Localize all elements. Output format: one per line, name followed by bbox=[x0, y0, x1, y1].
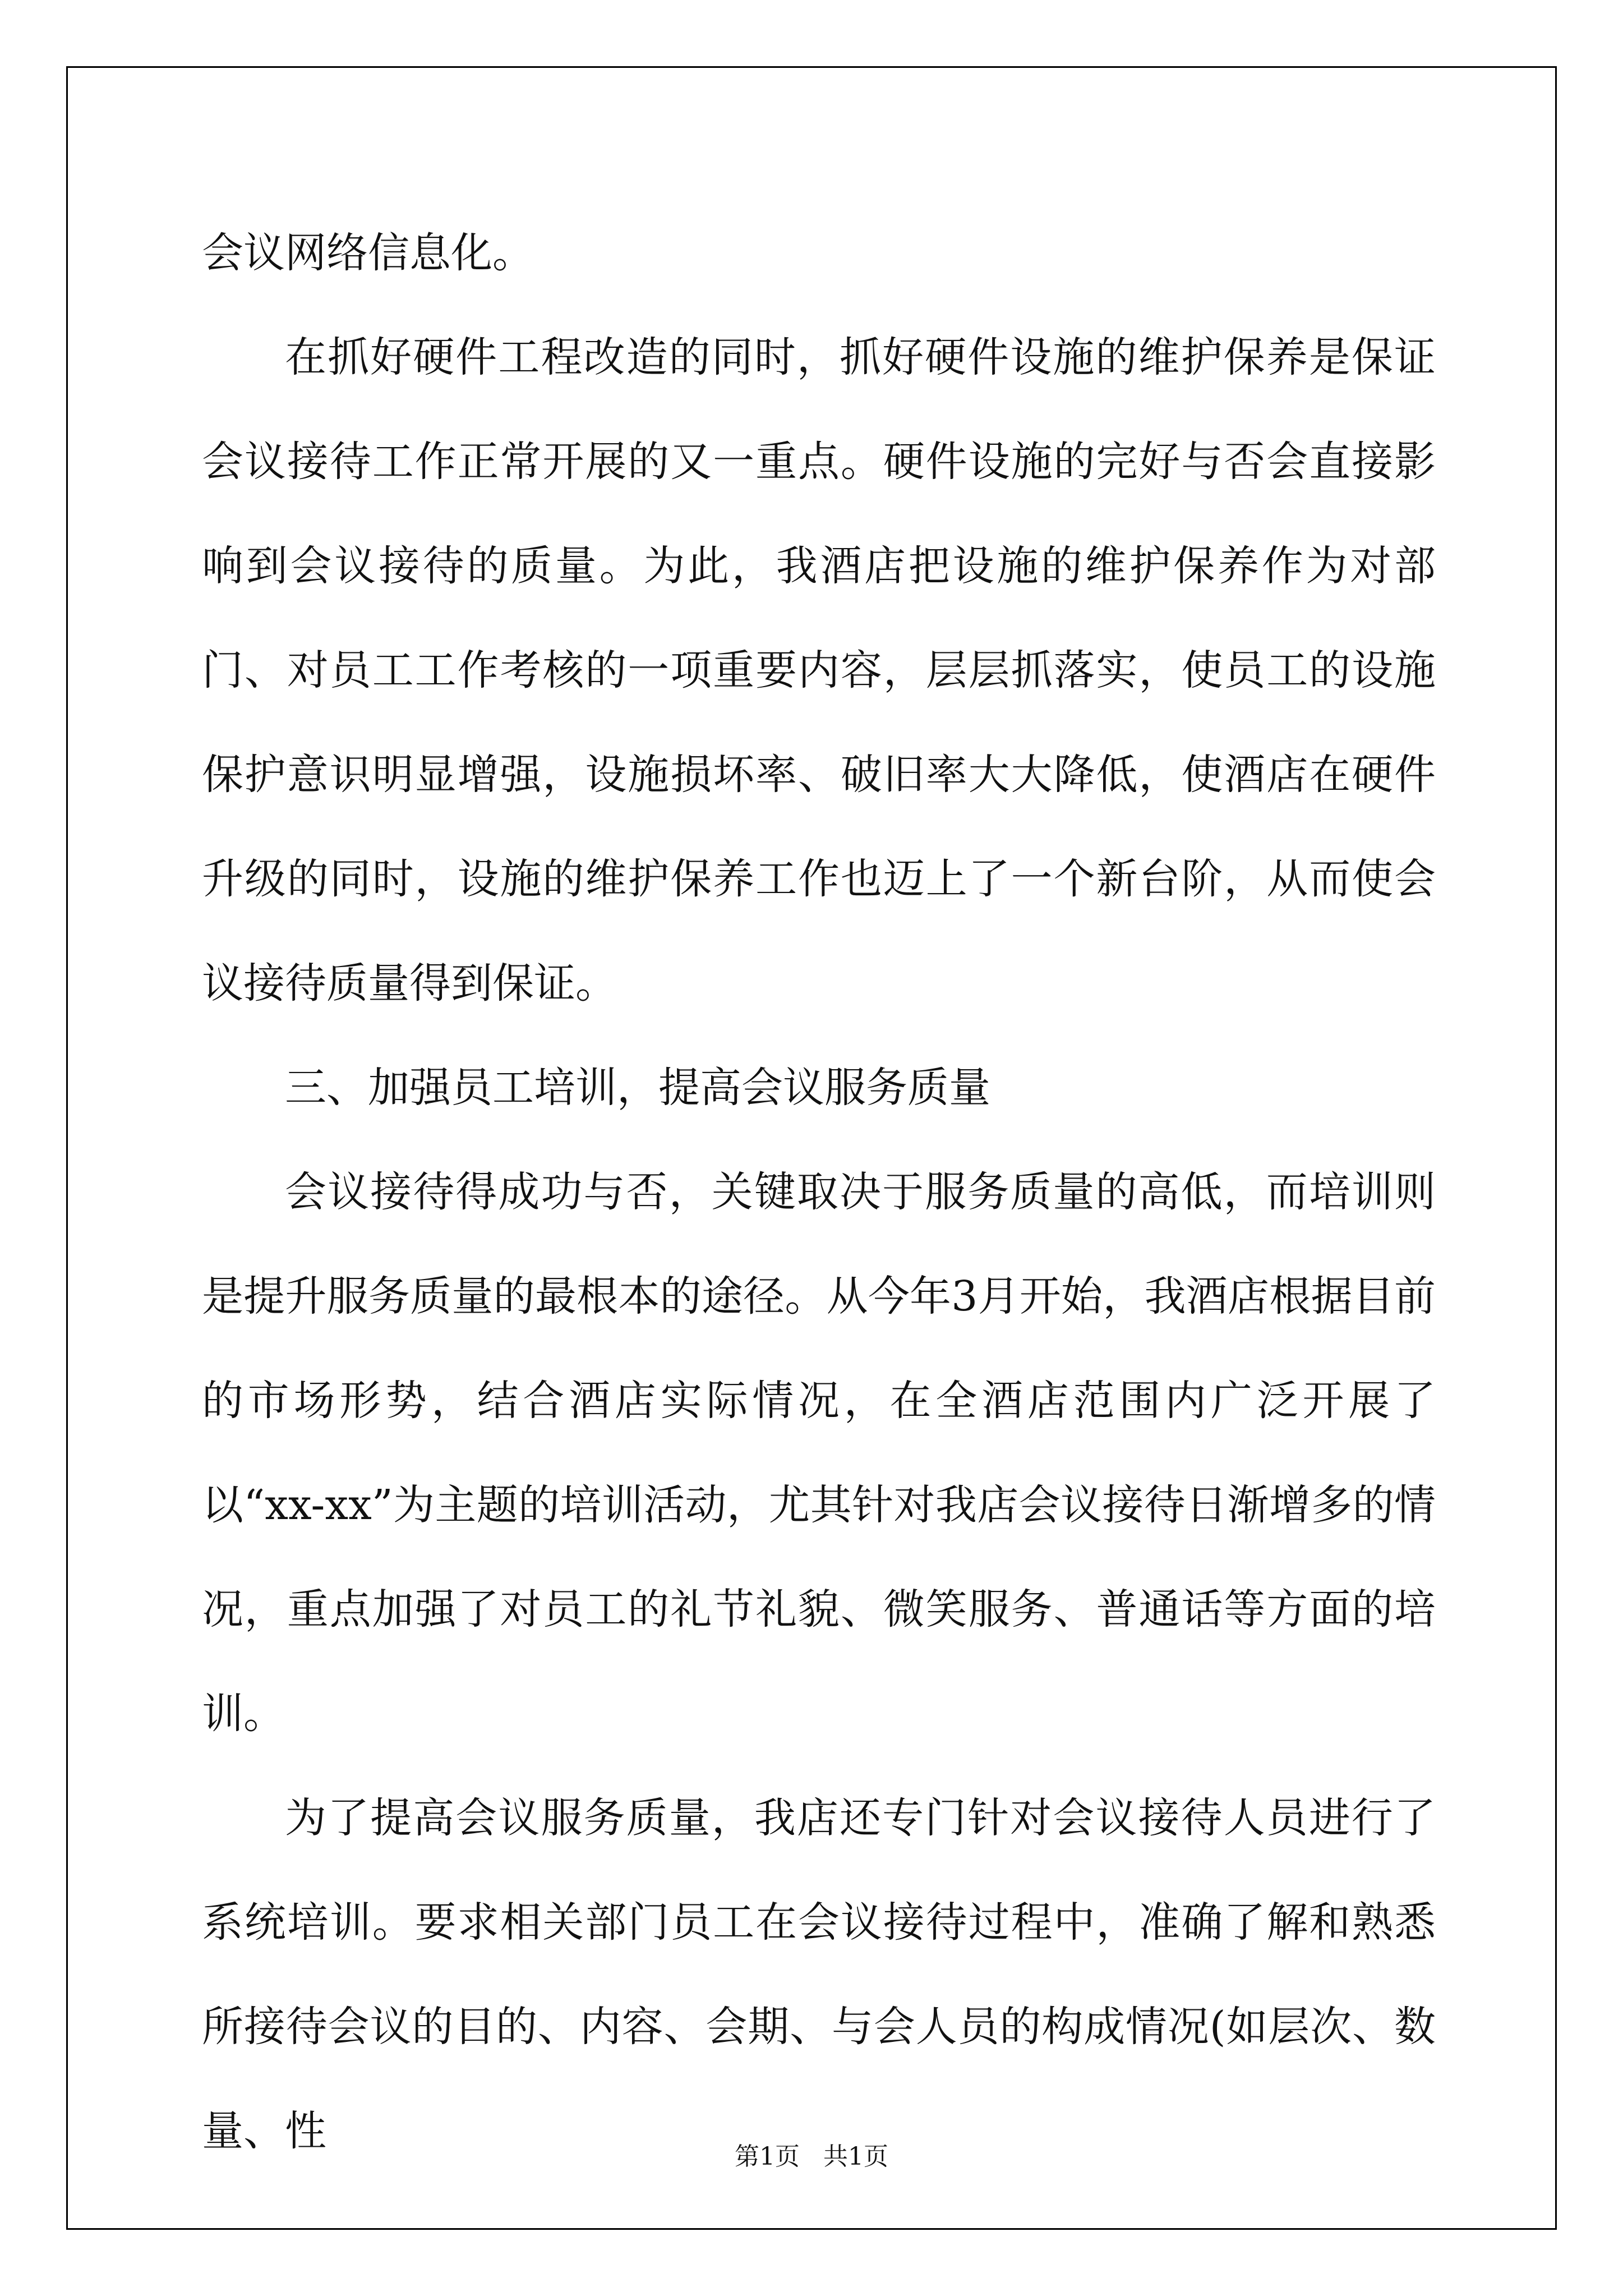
document-body bbox=[202, 201, 1436, 2183]
paragraph-1: 会议网络信息化。 bbox=[202, 229, 534, 277]
section-heading: 三、加强员工培训，提高会议服务质量 bbox=[285, 1064, 990, 1112]
page-number-footer: 第1页 共1页 bbox=[735, 2142, 888, 2171]
paragraph-4: 为了提高会议服务质量，我店还专门针对会议接待人员进行了系统培训。要求相关部门员工在会议接待过程中，准确了解和熟悉所接待会议的目的、内容、会期、与会人员的构成情况(如层次、数量、性 bbox=[202, 1794, 1436, 2155]
paragraph-2: 在抓好硬件工程改造的同时，抓好硬件设施的维护保养是保证会议接待工作正常开展的又一重点。硬件设施的完好与否会直接影响到会议接待的质量。为此，我酒店把设施的维护保养作为对部门、对员工工作考核的一项重要内容，层层抓落实，使员工的设施保护意识明显增强，设施损坏率、破旧率大大降低，使酒店在硬件升级的同时，设施的维护保养工作也迈上了一个新台阶，从而使会议接待质量得到保证。 bbox=[202, 333, 1436, 1007]
paragraph-3: 会议接待得成功与否，关键取决于服务质量的高低，而培训则是提升服务质量的最根本的途径。从今年3月开始，我酒店根据目前的市场形势，结合酒店实际情况，在全酒店范围内广泛开展了以“xx-xx”为主题的培训活动，尤其针对我店会议接待日渐增多的情况，重点加强了对员工的礼节礼貌、微笑服务、普通话等方面的培训。 bbox=[202, 1168, 1436, 1738]
